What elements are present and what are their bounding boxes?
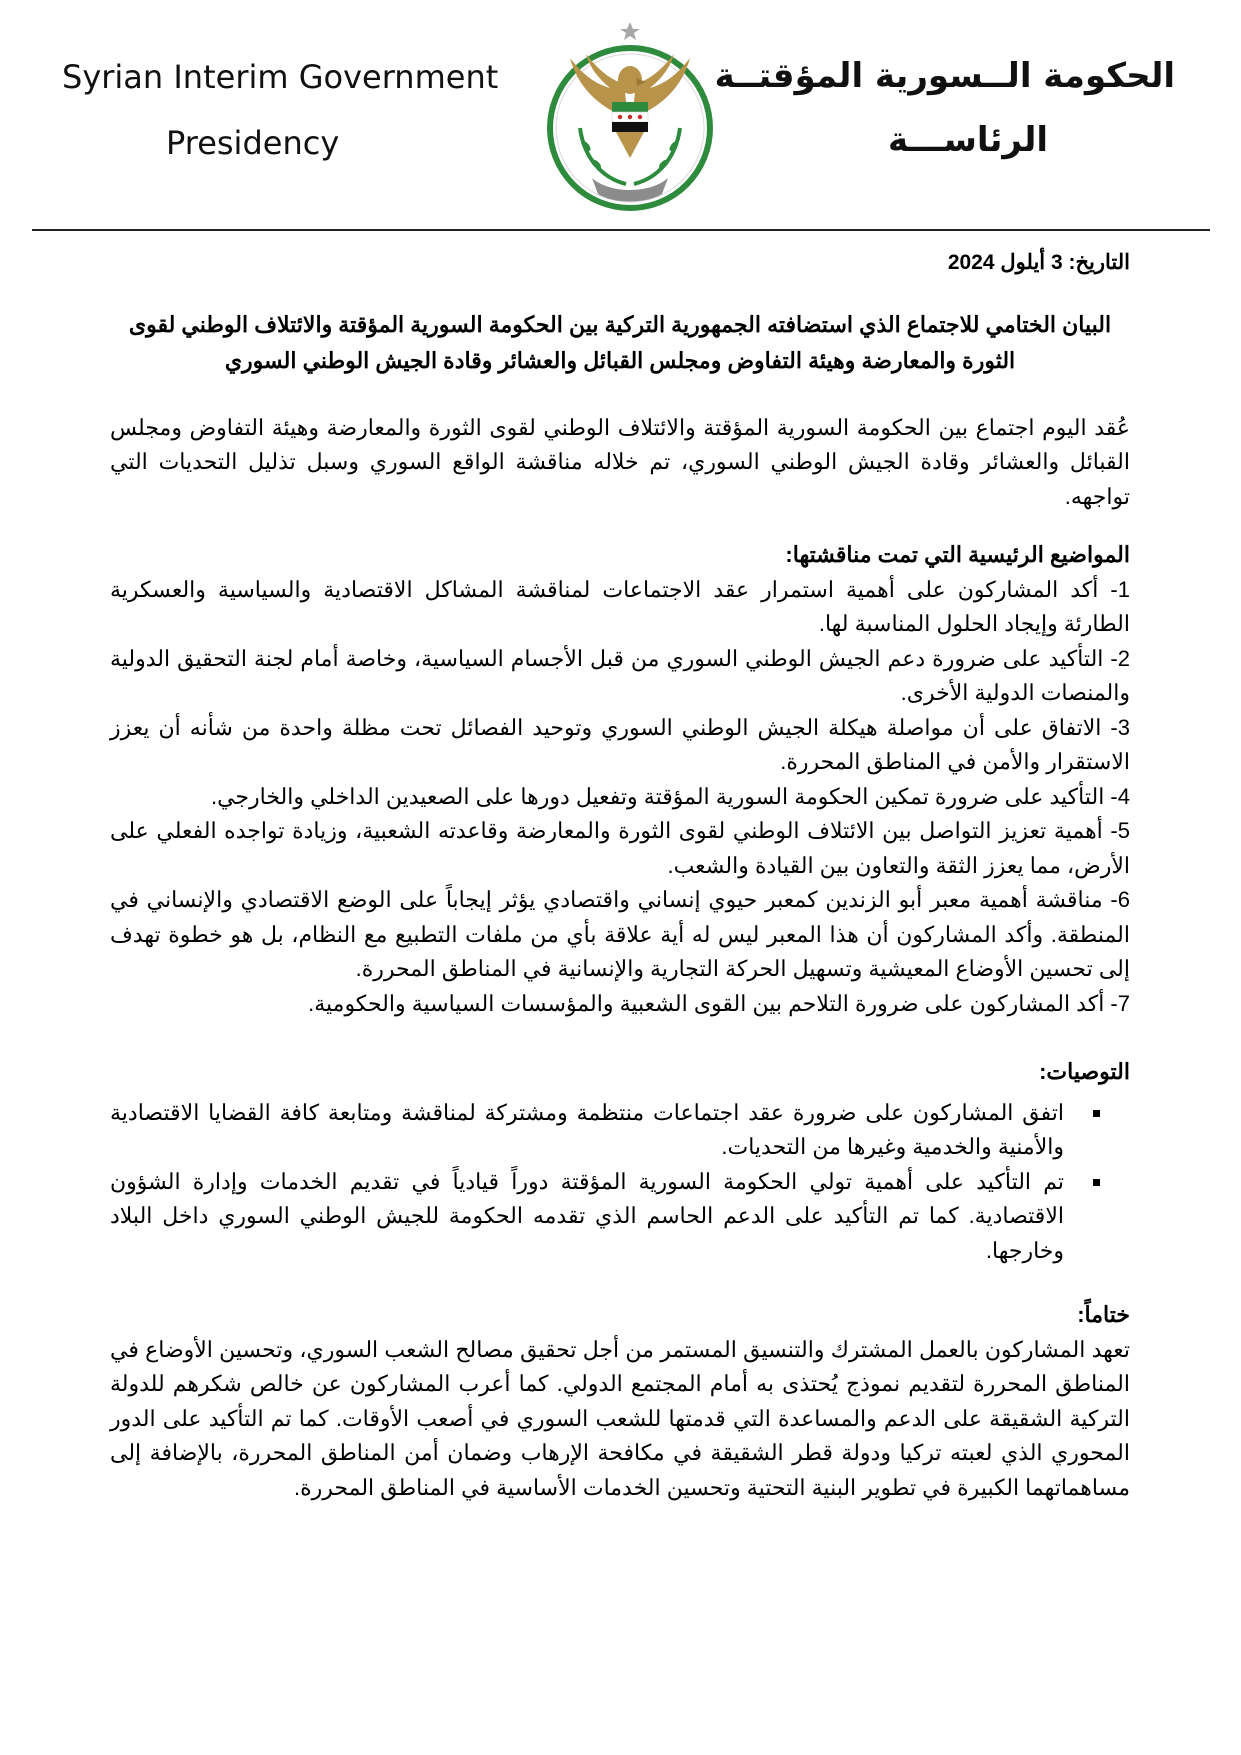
conclusion-heading: ختاماً: [1077,1302,1130,1327]
topics-heading: المواضيع الرئيسية التي تمت مناقشتها: [785,542,1130,567]
topic-item: 5- أهمية تعزيز التواصل بين الائتلاف الوطني لقوى الثورة والمعارضة وقاعدته الشعبية، وزيادة تواجده الفعلي على الأرض، مما يعزز الثقة والتعاون بين القيادة والشعب. [110,818,1130,878]
header-english-subtitle: Presidency [166,124,340,162]
square-bullet-icon [1093,1179,1100,1186]
document-date: التاريخ: 3 أيلول 2024 [947,251,1130,274]
recommendation-text: اتفق المشاركون على ضرورة عقد اجتماعات منتظمة ومشتركة لمناقشة ومتابعة كافة القضايا الاقتصادية والأمنية والخدمية وغيرها من التحديات. [110,1099,1064,1159]
header-english-title: Syrian Interim Government [62,58,499,96]
topic-item: 6- مناقشة أهمية معبر أبو الزندين كمعبر حيوي إنساني واقتصادي يؤثر إيجاباً على الوضع الاقتصادي والإنساني في المنطقة. وأكد المشاركون أن هذا المعبر ليس له أية علاقة بأي من ملفات التطبيع مع النظام، بل هو خطوة تهدف إلى تحسين الأوضاع المعيشية وتسهيل الحركة التجارية والإنسانية في المناطق المحررة. [110,887,1130,981]
topic-item: 2- التأكيد على ضرورة دعم الجيش الوطني السوري من قبل الأجسام السياسية، وخاصة أمام لجنة التحقيق الدولية والمنصات الدولية الأخرى. [110,645,1130,705]
conclusion-paragraph: تعهد المشاركون بالعمل المشترك والتنسيق المستمر من أجل تحقيق مصالح الشعب السوري، وتحسين الأوضاع في المناطق المحررة لتقديم نموذج يُحتذى به أمام المجتمع الدولي. كما أعرب المشاركون عن خالص شكرهم للدولة التركية الشقيقة على الدعم والمساعدة التي قدمتها للشعب السوري في أصعب الأوقات. كما تم التأكيد على الدور المحوري الذي لعبته تركيا ودولة قطر الشقيقة في مكافحة الإرهاب وضمان أمن المناطق المحررة، بالإضافة إلى مساهماتهما الكبيرة في تطوير البنية التحتية وتحسين الخدمات الأساسية في المناطق المحررة. [110,1336,1130,1500]
recommendation-text: تم التأكيد على أهمية تولي الحكومة السورية المؤقتة دوراً قيادياً في تقديم الخدمات وإدارة الشؤون الاقتصادية. كما تم التأكيد على الدعم الحاسم الذي تقدمه الحكومة للجيش الوطني السوري داخل البلاد وخارجها. [110,1168,1064,1263]
topic-item: 4- التأكيد على ضرورة تمكين الحكومة السورية المؤقتة وتفعيل دورها على الصعيدين الداخلي والخارجي. [210,783,1130,809]
document-body [110,232,1130,1505]
eagle-emblem-icon [540,18,720,218]
recommendation-item [110,1165,1130,1269]
document-title: البيان الختامي للاجتماع الذي استضافته الجمهورية التركية بين الحكومة السورية المؤقتة والائتلاف الوطني لقوى الثورة والمعارضة وهيئة التفاوض ومجلس القبائل والعشائر وقادة الجيش الوطني السوري [128,311,1112,373]
recommendations-list [110,1096,1130,1269]
intro-paragraph: عُقد اليوم اجتماع بين الحكومة السورية المؤقتة والائتلاف الوطني لقوى الثورة والمعارضة وهيئة التفاوض ومجلس القبائل والعشائر وقادة الجيش الوطني السوري، تم خلاله مناقشة الواقع السوري وسبل تذليل التحديات التي تواجهه. [110,414,1130,509]
topic-item: 3- الاتفاق على أن مواصلة هيكلة الجيش الوطني السوري وتوحيد الفصائل تحت مظلة واحدة من شأنه أن يعزز الاستقرار والأمن في المناطق المحررة. [110,714,1130,774]
recommendation-item [110,1096,1130,1165]
header-arabic-subtitle: الرئاســـة [887,120,1048,160]
topic-item: 7- أكد المشاركون على ضرورة التلاحم بين القوى الشعبية والمؤسسات السياسية والحكومية. [308,990,1130,1016]
topic-item: 1- أكد المشاركون على أهمية استمرار عقد الاجتماعات لمناقشة المشاكل الاقتصادية والسياسية والعسكرية الطارئة وإيجاد الحلول المناسبة لها. [110,576,1130,636]
recommendations-heading: التوصيات: [1039,1059,1130,1084]
square-bullet-icon [1093,1110,1100,1117]
header-divider [32,229,1210,231]
header-arabic-title: الحكومة الــسورية المؤقتــة [714,56,1175,96]
